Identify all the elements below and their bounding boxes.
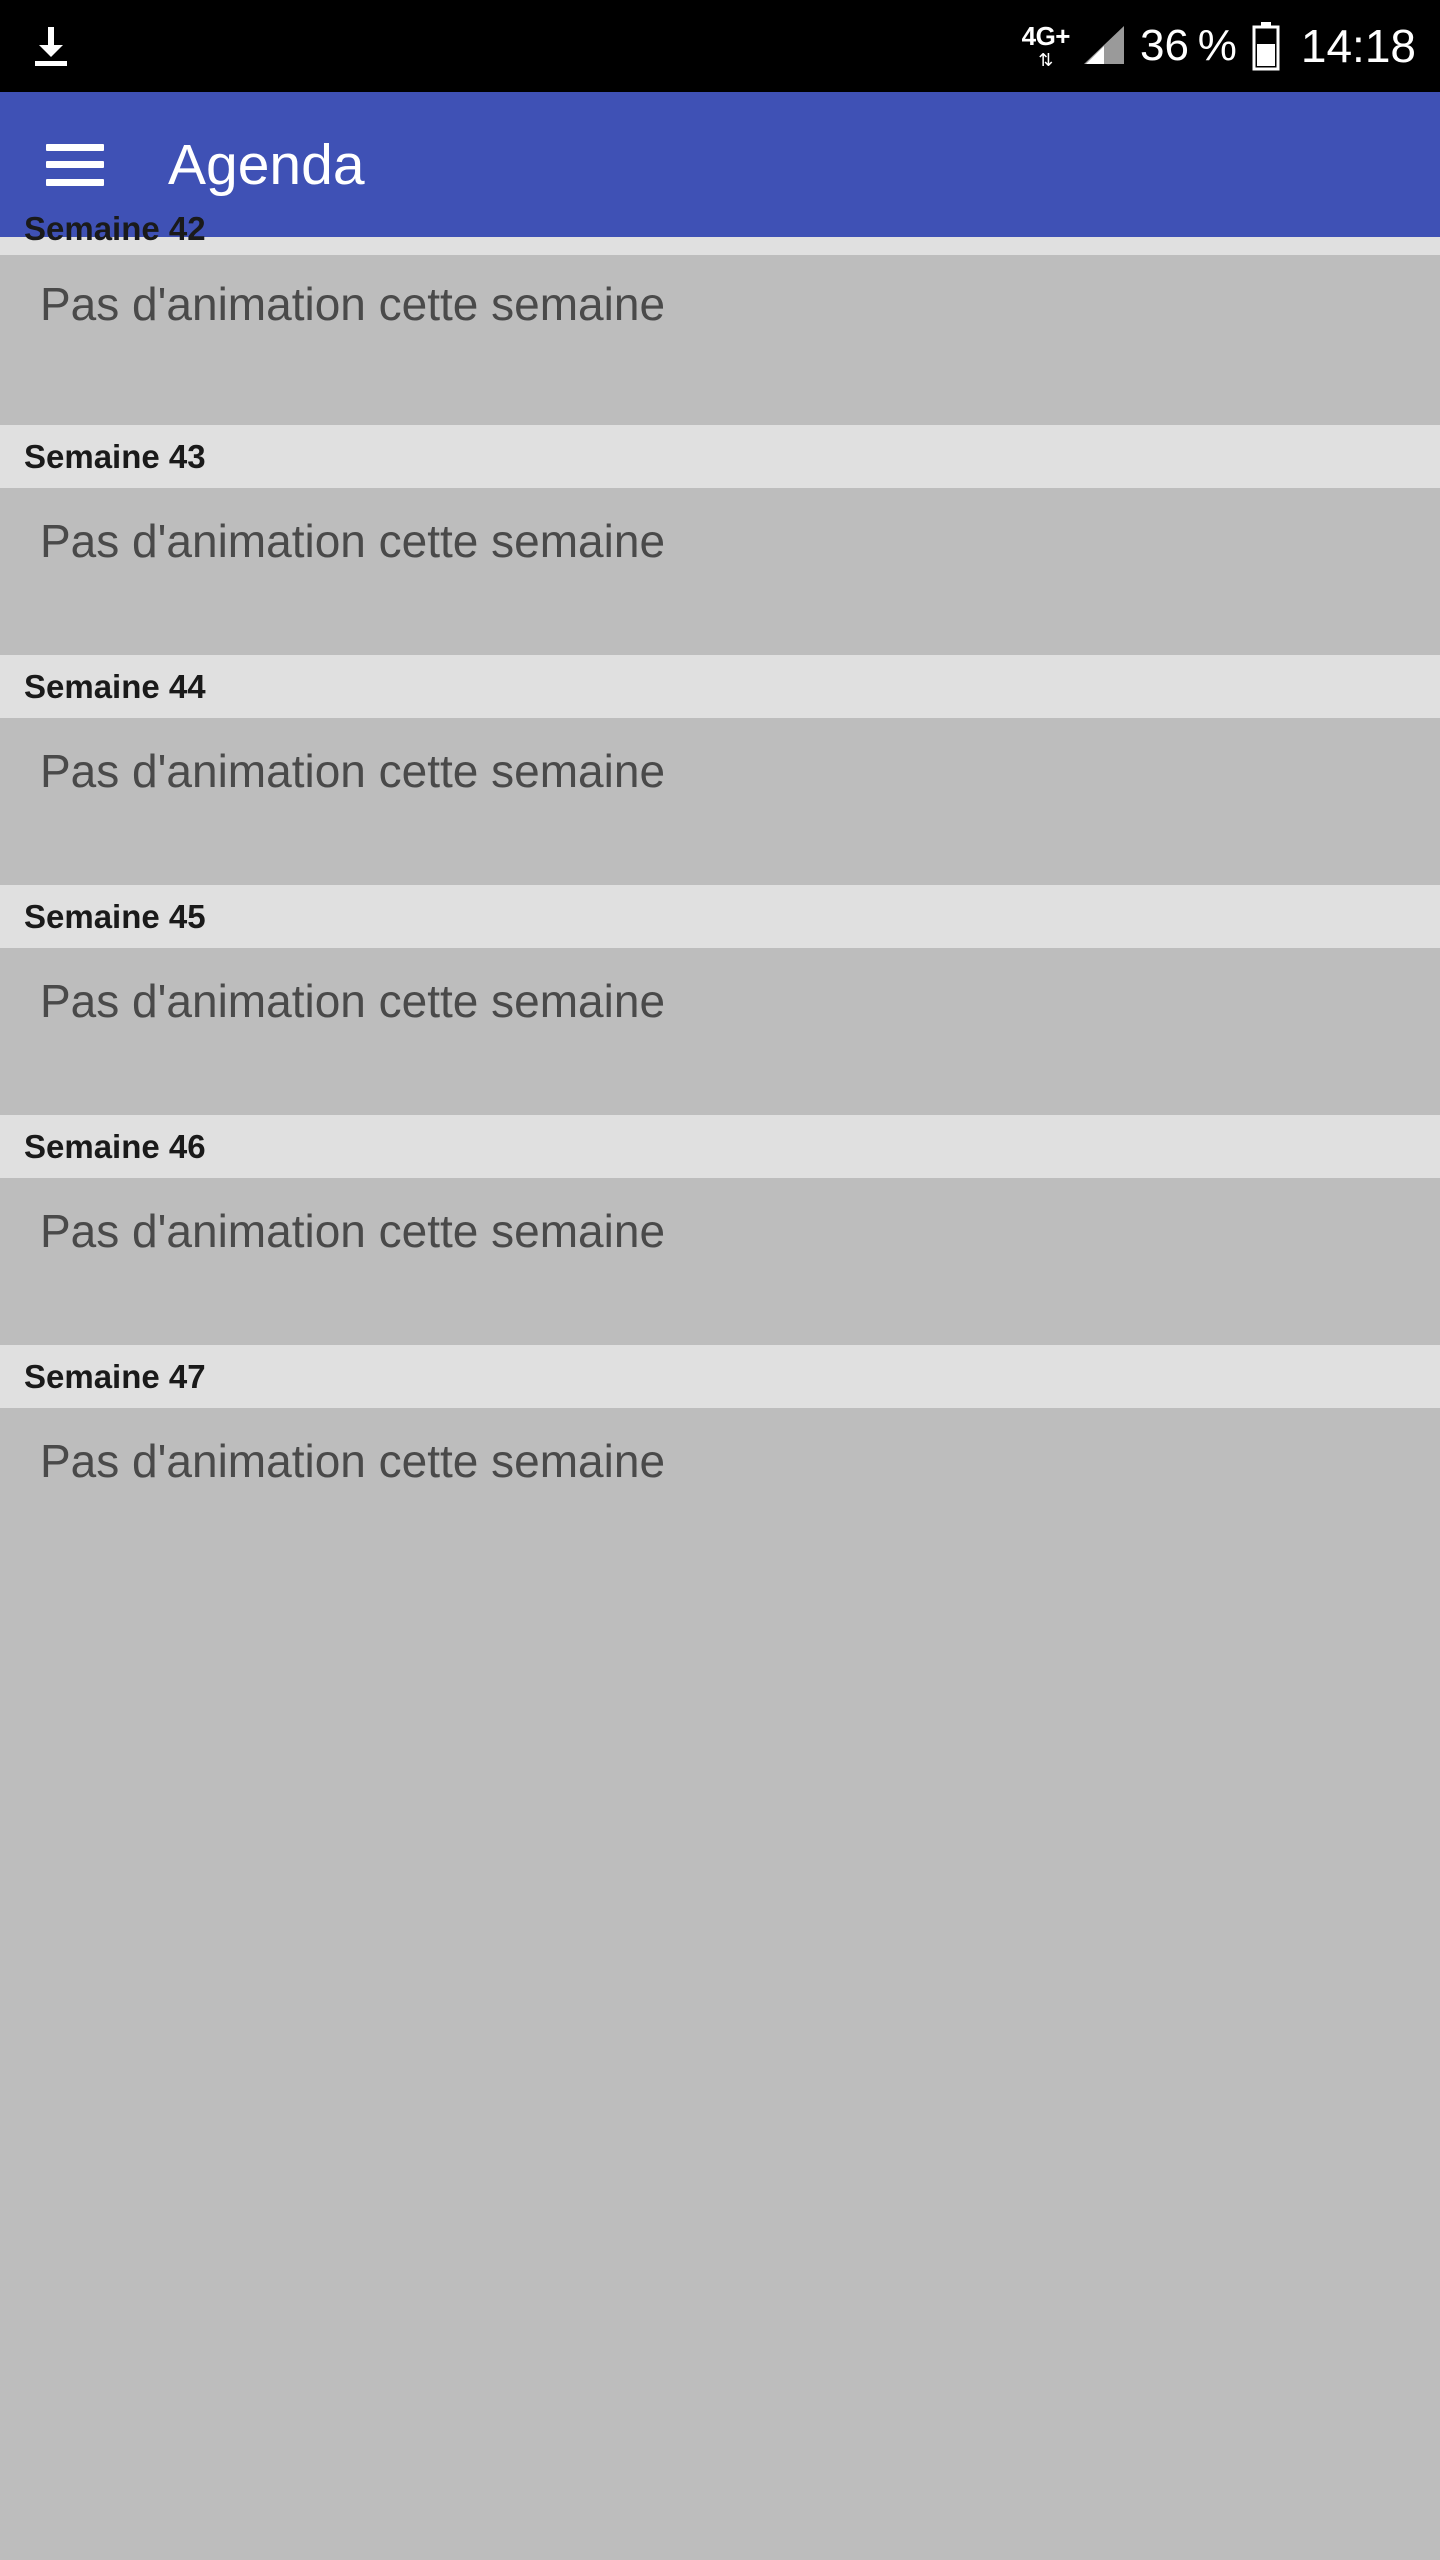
week-body[interactable] [0,718,1440,885]
battery-percentage: 36 % [1140,21,1237,70]
week-header [0,425,1440,488]
week-empty-label: Pas d'animation cette semaine [40,515,666,567]
hamburger-menu-icon[interactable] [46,144,104,186]
week-header [0,885,1440,948]
week-header-label: Semaine 47 [24,1358,206,1395]
week-body[interactable] [0,255,1440,425]
week-header-label: Semaine 42 [24,210,206,247]
week-empty-label: Pas d'animation cette semaine [40,1435,666,1487]
data-transfer-icon: ⇅ [1038,50,1054,70]
week-body[interactable] [0,1408,1440,1575]
signal-bars-icon [1080,24,1126,68]
hamburger-line [46,179,104,186]
status-bar [0,0,1440,92]
app-bar [0,92,1440,237]
week-body[interactable] [0,948,1440,1115]
week-body[interactable] [0,1178,1440,1345]
week-body[interactable] [0,488,1440,655]
hamburger-line [46,144,104,151]
hamburger-line [46,161,104,168]
week-empty-label: Pas d'animation cette semaine [40,745,666,797]
status-bar-right [1022,19,1416,73]
download-icon [30,23,72,69]
agenda-list[interactable] [0,210,1440,2560]
week-header [0,210,1440,255]
week-header-label: Semaine 46 [24,1128,206,1165]
network-type-indicator [1022,23,1070,69]
page-title: Agenda [168,132,365,197]
week-empty-label: Pas d'animation cette semaine [40,1205,666,1257]
week-header [0,1115,1440,1178]
week-header-label: Semaine 43 [24,438,206,475]
week-empty-label: Pas d'animation cette semaine [40,975,666,1027]
week-empty-label: Pas d'animation cette semaine [40,278,666,330]
week-header-label: Semaine 45 [24,898,206,935]
week-header [0,655,1440,718]
week-header [0,1345,1440,1408]
clock: 14:18 [1300,20,1416,72]
network-type-label: 4G+ [1021,21,1070,51]
status-bar-left [30,23,72,69]
battery-icon [1251,22,1281,70]
week-header-label: Semaine 44 [24,668,206,705]
